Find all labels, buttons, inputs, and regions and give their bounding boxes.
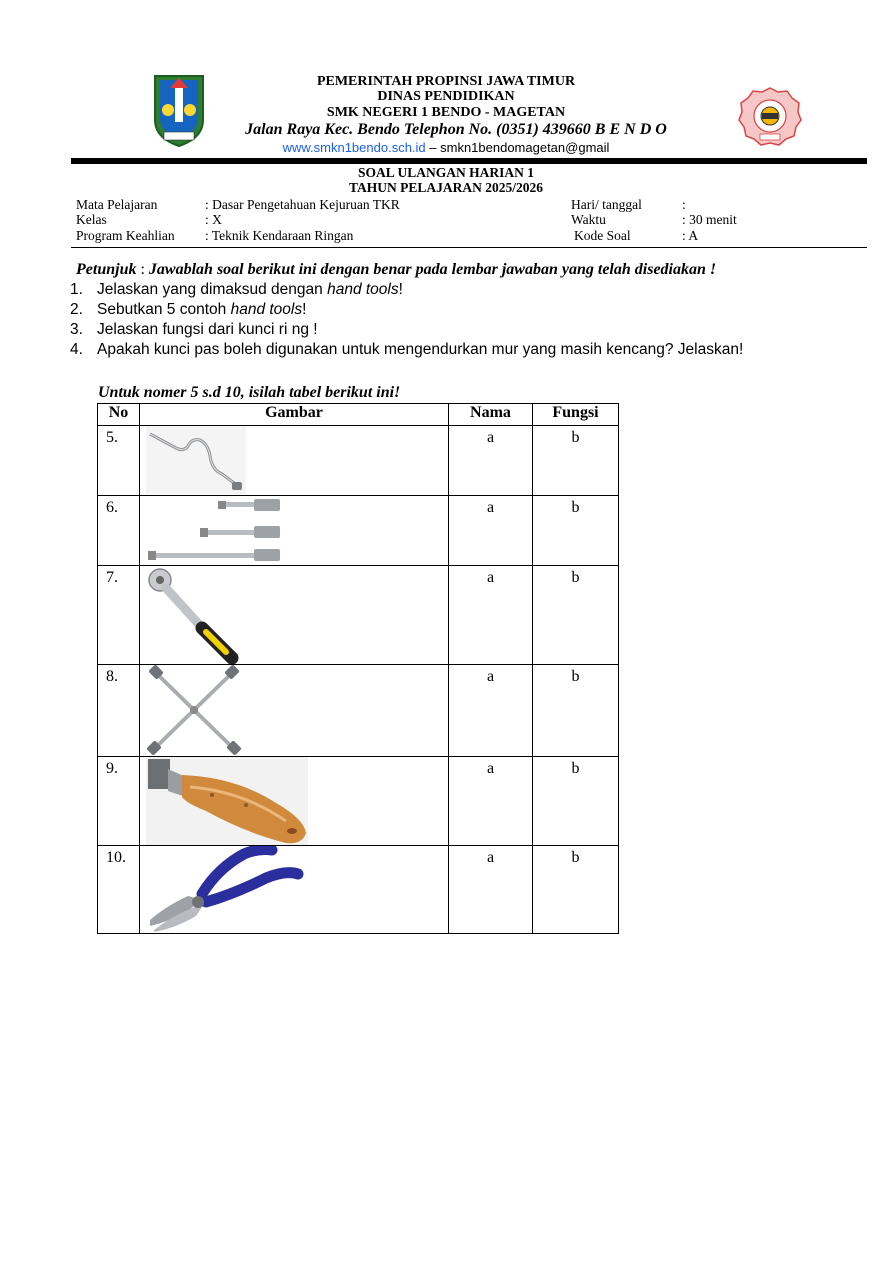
speed-brace-icon bbox=[146, 426, 246, 494]
instruction-text: Jawablah soal berikut ini dengan benar pada lembar jawaban yang telah disediakan ! bbox=[148, 261, 717, 278]
table-title: Untuk nomer 5 s.d 10, isilah tabel berikut ini! bbox=[98, 384, 401, 401]
row-nama: a bbox=[449, 426, 533, 496]
side-cutter-pliers-icon bbox=[146, 846, 308, 932]
exam-title: SOAL ULANGAN HARIAN 1 bbox=[358, 165, 534, 180]
code-label: Kode Soal bbox=[574, 228, 631, 243]
scraper-icon bbox=[146, 757, 308, 845]
row-fungsi: b bbox=[533, 566, 619, 665]
row-no: 6. bbox=[98, 496, 140, 566]
subject-value: : Dasar Pengetahuan Kejuruan TKR bbox=[205, 197, 400, 212]
code-value: : A bbox=[682, 228, 699, 243]
date-label: Hari/ tanggal bbox=[571, 197, 642, 212]
row-image-cell bbox=[140, 757, 449, 846]
question-item: 1. Jelaskan yang dimaksud dengan hand tools! bbox=[70, 281, 403, 298]
row-nama: a bbox=[449, 566, 533, 665]
header-dept-line: DINAS PENDIDIKAN bbox=[377, 89, 515, 104]
instruction-sep: : bbox=[136, 261, 149, 278]
header-no: No bbox=[98, 404, 140, 426]
row-image-cell bbox=[140, 665, 449, 757]
row-image-cell bbox=[140, 426, 449, 496]
question-item: 4. Apakah kunci pas boleh digunakan untuk mengendurkan mur yang masih kencang? Jelaskan! bbox=[70, 341, 744, 358]
table-header-row bbox=[98, 404, 619, 426]
tools-table bbox=[97, 403, 619, 934]
extension-bars-icon bbox=[146, 496, 286, 564]
time-value: : 30 menit bbox=[682, 212, 737, 227]
subject-label: Mata Pelajaran bbox=[76, 197, 158, 212]
header-school-line: SMK NEGERI 1 BENDO - MAGETAN bbox=[326, 105, 566, 120]
row-no: 10. bbox=[98, 846, 140, 934]
row-no: 5. bbox=[98, 426, 140, 496]
table-row bbox=[98, 665, 619, 757]
row-nama: a bbox=[449, 665, 533, 757]
header-contact bbox=[0, 140, 892, 155]
question-item: 3. Jelaskan fungsi dari kunci ri ng ! bbox=[70, 321, 318, 338]
row-fungsi: b bbox=[533, 665, 619, 757]
table-row bbox=[98, 496, 619, 566]
row-no: 7. bbox=[98, 566, 140, 665]
program-label: Program Keahlian bbox=[76, 228, 175, 243]
row-no: 8. bbox=[98, 665, 140, 757]
class-label: Kelas bbox=[76, 212, 107, 227]
row-no: 9. bbox=[98, 757, 140, 846]
table-row bbox=[98, 757, 619, 846]
row-image-cell bbox=[140, 566, 449, 665]
question-item: 2. Sebutkan 5 contoh hand tools! bbox=[70, 301, 307, 318]
table-row bbox=[98, 566, 619, 665]
table-row bbox=[98, 846, 619, 934]
instruction bbox=[76, 261, 716, 279]
time-label: Waktu bbox=[571, 212, 606, 227]
header-divider bbox=[71, 158, 867, 164]
row-fungsi: b bbox=[533, 846, 619, 934]
exam-year: TAHUN PELAJARAN 2025/2026 bbox=[348, 180, 543, 195]
header-nama: Nama bbox=[449, 404, 533, 426]
row-nama: a bbox=[449, 846, 533, 934]
row-fungsi: b bbox=[533, 757, 619, 846]
question-list bbox=[70, 280, 743, 360]
website-link[interactable]: www.smkn1bendo.sch.id bbox=[282, 140, 426, 155]
row-image-cell bbox=[140, 846, 449, 934]
row-fungsi: b bbox=[533, 426, 619, 496]
row-nama: a bbox=[449, 757, 533, 846]
row-image-cell bbox=[140, 496, 449, 566]
header-fungsi: Fungsi bbox=[533, 404, 619, 426]
table-row bbox=[98, 426, 619, 496]
header-address: Jalan Raya Kec. Bendo Telephon No. (0351) 439660 B E N D O bbox=[245, 121, 667, 138]
ratchet-handle-icon bbox=[146, 566, 242, 664]
row-fungsi: b bbox=[533, 496, 619, 566]
class-value: : X bbox=[205, 212, 222, 227]
email-text: – smkn1bendomagetan@gmail bbox=[425, 140, 610, 155]
header-gambar: Gambar bbox=[140, 404, 449, 426]
instruction-label: Petunjuk bbox=[76, 261, 137, 278]
header-gov-line: PEMERINTAH PROPINSI JAWA TIMUR bbox=[316, 74, 576, 89]
date-value: : bbox=[682, 197, 686, 212]
meta-divider bbox=[71, 247, 867, 248]
program-value: : Teknik Kendaraan Ringan bbox=[205, 228, 354, 243]
cross-wrench-icon bbox=[146, 665, 242, 755]
row-nama: a bbox=[449, 496, 533, 566]
